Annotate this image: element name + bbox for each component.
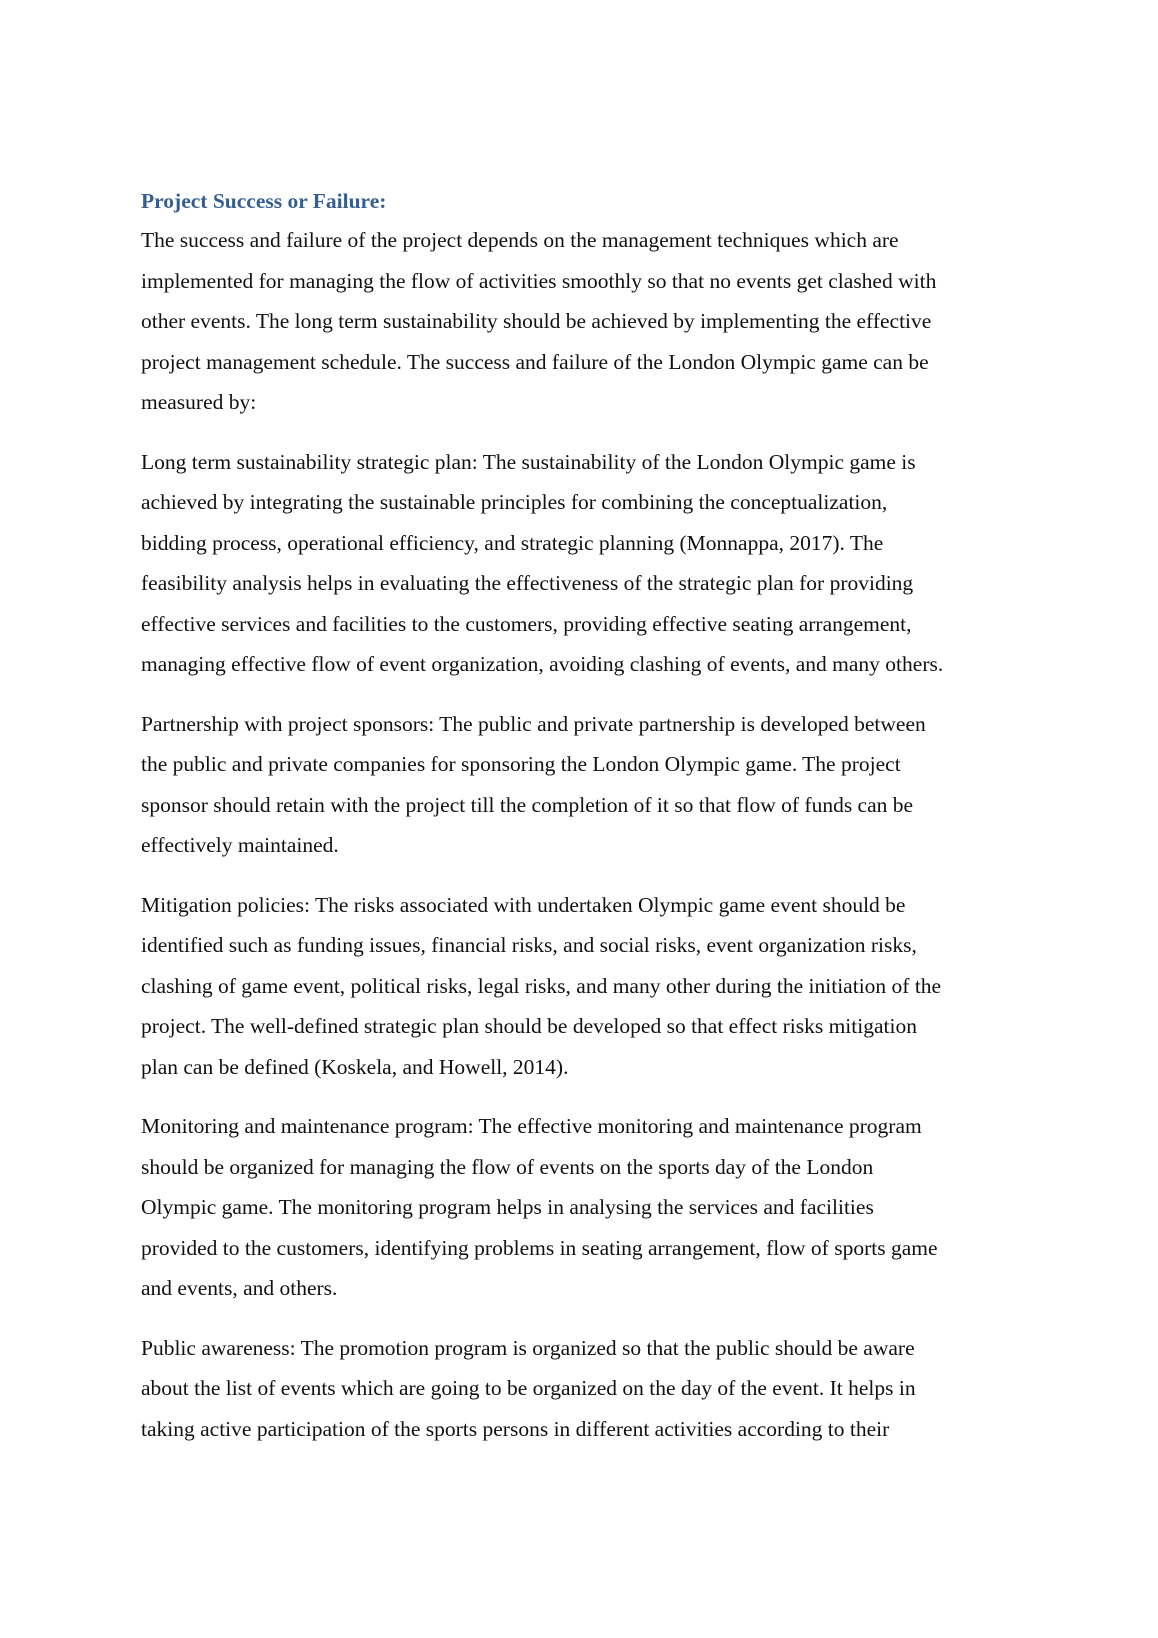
text-line: and events, and others.: [141, 1276, 338, 1300]
text-line: The success and failure of the project depends on the management techniques which are: [141, 228, 899, 252]
text-line: taking active participation of the sports persons in different activities according to their: [141, 1416, 890, 1441]
text-line: sponsor should retain with the project till the completion of it so that flow of funds can be: [141, 792, 914, 817]
text-line: bidding process, operational efficiency, and strategic planning (Monnappa, 2017). The: [141, 530, 884, 555]
text-line: project. The well-defined strategic plan should be developed so that effect risks mitigation: [141, 1014, 917, 1038]
text-line: clashing of game event, political risks, legal risks, and many other during the initiation of the: [141, 973, 942, 998]
text-line: plan can be defined (Koskela, and Howell, 2014).: [141, 1054, 569, 1079]
text-line: managing effective flow of event organization, avoiding clashing of events, and many others.: [141, 652, 944, 676]
text-line: Olympic game. The monitoring program helps in analysing the services and facilities: [141, 1195, 874, 1219]
text-line: the public and private companies for sponsoring the London Olympic game. The project: [141, 752, 901, 776]
text-line: provided to the customers, identifying problems in seating arrangement, flow of sports game: [141, 1235, 938, 1260]
text-line: feasibility analysis helps in evaluating the effectiveness of the strategic plan for providing: [141, 571, 914, 595]
text-line: Public awareness: The promotion program is organized so that the public should be aware: [141, 1335, 915, 1360]
text-line: Mitigation policies: The risks associated with undertaken Olympic game event should be: [141, 892, 906, 917]
paragraph-intro: [141, 220, 1021, 423]
text-line: should be organized for managing the flow of events on the sports day of the London: [141, 1154, 874, 1179]
text-line: Partnership with project sponsors: The public and private partnership is developed between: [141, 711, 926, 736]
text-line: effectively maintained.: [141, 833, 339, 857]
text-line: effective services and facilities to the customers, providing effective seating arrangement,: [141, 611, 912, 636]
paragraph-public-awareness: [141, 1328, 1021, 1450]
text-line: measured by:: [141, 390, 257, 414]
text-line: about the list of events which are going to be organized on the day of the event. It helps in: [141, 1376, 916, 1400]
paragraph-sustainability-plan: [141, 442, 1021, 685]
text-line: implemented for managing the flow of activities smoothly so that no events get clashed with: [141, 268, 937, 293]
text-line: achieved by integrating the sustainable principles for combining the conceptualization,: [141, 490, 888, 514]
paragraph-mitigation: [141, 885, 1021, 1088]
text-line: Monitoring and maintenance program: The effective monitoring and maintenance program: [141, 1114, 922, 1138]
document-body: [141, 186, 1021, 1468]
text-line: other events. The long term sustainability should be achieved by implementing the effective: [141, 309, 932, 333]
text-line: project management schedule. The success and failure of the London Olympic game can be: [141, 349, 929, 374]
paragraph-monitoring: [141, 1106, 1021, 1309]
text-line: identified such as funding issues, financial risks, and social risks, event organization risks,: [141, 933, 917, 957]
text-line: Long term sustainability strategic plan: The sustainability of the London Olympic game is: [141, 449, 916, 474]
section-heading: Project Success or Failure:: [141, 189, 387, 213]
paragraph-sponsors: [141, 704, 1021, 866]
